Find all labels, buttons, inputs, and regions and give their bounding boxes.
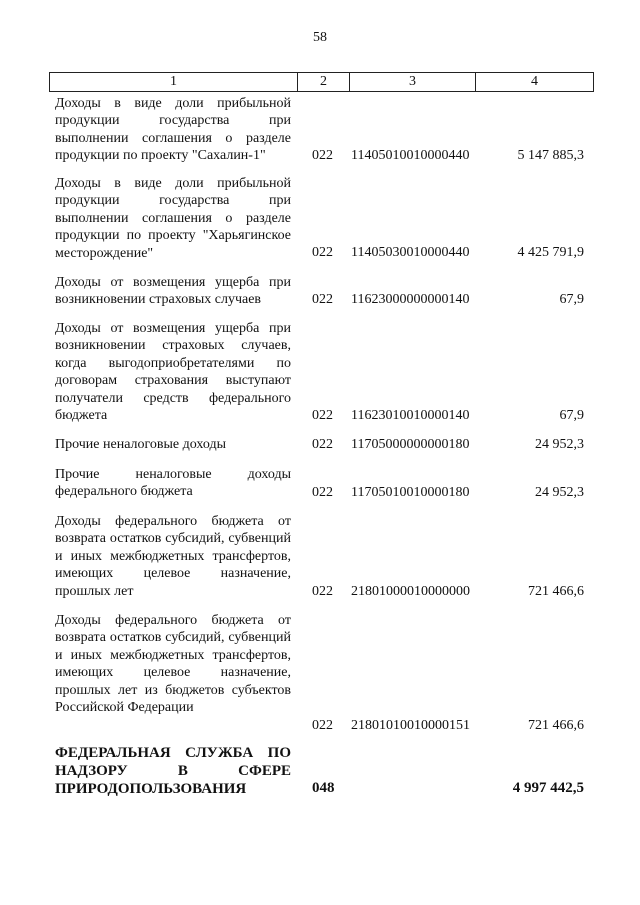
row-kbk-code: 21801000010000000 (351, 584, 470, 599)
row-description: Прочие неналоговые доходы (55, 437, 227, 452)
row-description: Доходы от возмещения ущерба при возникновении страховых случаев, когда выгодоприобретателями по договорам страхования выступают получатели средств федерального бюджета (55, 321, 291, 424)
row-kbk-code: 11705010010000180 (351, 485, 470, 500)
row-description: Доходы от возмещения ущерба при возникновении страховых случаев (55, 275, 291, 308)
row-kbk-code: 11705000000000180 (351, 437, 470, 452)
row-amount: 5 147 885,3 (517, 148, 584, 163)
row-admin-code: 022 (312, 485, 333, 500)
row-amount: 67,9 (559, 408, 584, 423)
row-amount: 24 952,3 (535, 437, 584, 452)
row-admin-code: 022 (312, 408, 333, 423)
row-admin-code: 022 (312, 584, 333, 599)
row-kbk-code: 11405010010000440 (351, 148, 470, 163)
header-col-4: 4 (531, 74, 538, 89)
row-description: Прочие неналоговые доходы федерального бюджета (55, 467, 291, 500)
row-kbk-code: 11623010010000140 (351, 408, 470, 423)
table-header (49, 72, 594, 92)
section-title: ФЕДЕРАЛЬНАЯ СЛУЖБА ПО НАДЗОРУ В СФЕРЕ ПРИРОДОПОЛЬЗОВАНИЯ (55, 745, 291, 797)
row-kbk-code: 11405030010000440 (351, 245, 470, 260)
row-admin-code: 022 (312, 718, 333, 733)
row-description: Доходы в виде доли прибыльной продукции государства при выполнении соглашения о разделе продукции по проекту "Харьягинское месторождение" (55, 176, 291, 261)
row-admin-code: 022 (312, 437, 333, 452)
section-admin-code: 048 (312, 780, 335, 796)
page-number: 58 (313, 30, 327, 45)
row-description: Доходы федерального бюджета от возврата остатков субсидий, субвенций и иных межбюджетных трансфертов, имеющих целевое назначение, прошлых лет из бюджетов субъектов Российской Федерации (55, 613, 291, 716)
row-kbk-code: 21801010010000151 (351, 718, 470, 733)
row-amount: 24 952,3 (535, 485, 584, 500)
row-amount: 721 466,6 (528, 584, 584, 599)
header-col-1: 1 (50, 73, 298, 91)
section-total-amount: 4 997 442,5 (512, 780, 584, 796)
row-kbk-code: 11623000000000140 (351, 292, 470, 307)
row-admin-code: 022 (312, 292, 333, 307)
row-description: Доходы федерального бюджета от возврата остатков субсидий, субвенций и иных межбюджетных трансфертов, имеющих целевое назначение, прошлых лет (55, 514, 291, 599)
row-description: Доходы в виде доли прибыльной продукции государства при выполнении соглашения о разделе продукции по проекту "Сахалин-1" (55, 96, 291, 164)
row-amount: 67,9 (559, 292, 584, 307)
row-admin-code: 022 (312, 148, 333, 163)
header-col-3: 3 (350, 73, 476, 91)
row-admin-code: 022 (312, 245, 333, 260)
header-col-2: 2 (298, 73, 350, 91)
row-amount: 4 425 791,9 (517, 245, 584, 260)
row-amount: 721 466,6 (528, 718, 584, 733)
